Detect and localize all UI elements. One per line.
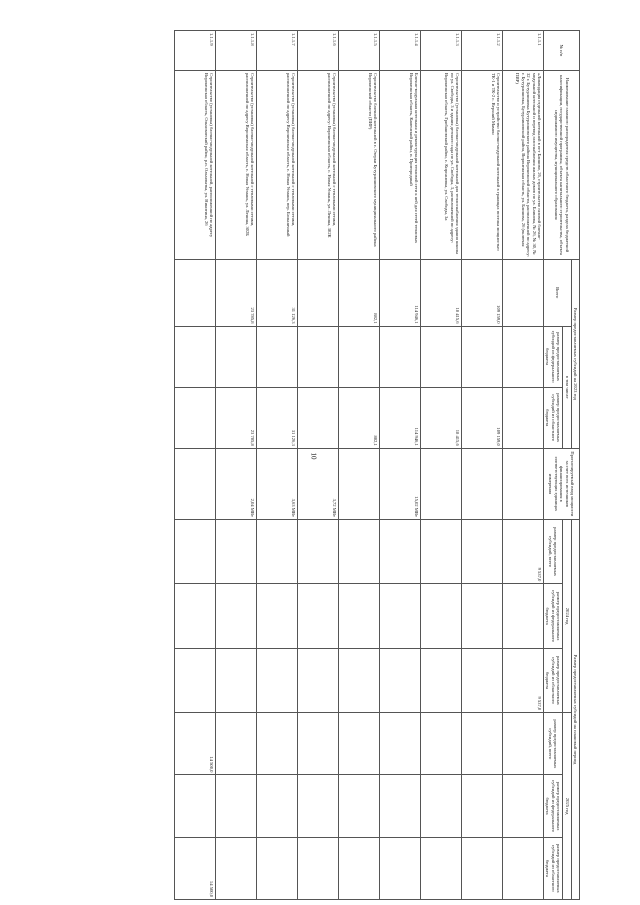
cell-num: 1.1.1.9 xyxy=(174,31,215,71)
cell-r24 xyxy=(461,648,502,712)
header-reg-2025: размер предоставляемых субсидий из областного бюджета xyxy=(543,837,562,899)
cell-total: 109 159,0 xyxy=(461,259,502,326)
header-reg-2024: размер предоставляемых субсидий из областного бюджета xyxy=(543,648,562,712)
cell-total: 882,1 xyxy=(338,259,379,326)
cell-r24 xyxy=(215,648,256,712)
cell-reg: 109 159,0 xyxy=(461,387,502,448)
header-year-2025: 2025 год xyxy=(563,713,571,900)
cell-r25 xyxy=(256,837,297,899)
cell-cap xyxy=(502,448,543,519)
header-reg-2023: размер предоставляемых субсидий из областного бюджета xyxy=(543,387,562,448)
cell-fed xyxy=(297,326,338,387)
cell-f25 xyxy=(379,775,420,837)
table-row xyxy=(297,31,338,900)
cell-name: Строительство (установка) блочно-модульной котельной для теплоснабжения здания школы по ул. Свободы, 3 и здания детского сада по ул. Свободы, 3, расположенной по адресу: Воронежская область, Грибановский район, с. Кирсановка, ул. Свободы, 3а xyxy=(420,71,461,260)
cell-num: 1.1.1.5 xyxy=(338,31,379,71)
cell-total: 114 946,1 xyxy=(379,259,420,326)
cell-r24 xyxy=(174,648,215,712)
cell-total xyxy=(502,259,543,326)
header-num: № п/п xyxy=(543,31,579,71)
cell-f24 xyxy=(338,584,379,648)
cell-f25 xyxy=(174,775,215,837)
cell-r24 xyxy=(338,648,379,712)
table-row xyxy=(379,31,420,900)
cell-r25 xyxy=(461,837,502,899)
cell-r24 xyxy=(420,648,461,712)
cell-num: 1.1.1.7 xyxy=(256,31,297,71)
cell-fed xyxy=(461,326,502,387)
cell-t24 xyxy=(379,519,420,583)
table-row xyxy=(256,31,297,900)
cell-name: Строительство и устройство блочно-модульной котельной в границах поселка мощностью ТК-1 и ТК-2 с. Верхний Мамон xyxy=(461,71,502,260)
cell-name: Строительство (установка) блочно-модульной котельной, расположенной по адресу Воронежская область, Ольховатский район, р.п. Ольховатка, ул. Никитина, 26 xyxy=(174,71,215,260)
cell-t24 xyxy=(256,519,297,583)
cell-total: 31 126,3 xyxy=(256,259,297,326)
header-fed-2023: размер предоставляемых субсидий из федерального бюджета xyxy=(543,326,562,387)
header-2023-group: Размер предоставляемых субсидий на 2023 год xyxy=(571,259,579,448)
table-body xyxy=(174,31,543,900)
cell-t25 xyxy=(297,713,338,775)
cell-f24 xyxy=(420,584,461,648)
cell-t25 xyxy=(338,713,379,775)
cell-reg: 114 946,1 xyxy=(379,387,420,448)
cell-num: 1.1.1.2 xyxy=(461,31,502,71)
cell-fed xyxy=(338,326,379,387)
cell-f24 xyxy=(174,584,215,648)
cell-r25 xyxy=(338,837,379,899)
cell-name: «Ликвидация отдельной котельной в пгт Блиново, 26, строительство газовой блочно-модульной котельной и перевод газоснабжения жилых домов по ул. Блинова, № 26, № 30, № 32 г. Бутурлиновка Бутурлиновского района Воронежской области, расположенной по адресу: г. Бутурлиновка, Бутурлиновский район, Воронежская область, ул. Блинова, 26 (включая ПИР) xyxy=(502,71,543,260)
cell-cap xyxy=(174,448,215,519)
cell-t24 xyxy=(338,519,379,583)
cell-f24 xyxy=(215,584,256,648)
cell-r25 xyxy=(379,837,420,899)
cell-f25 xyxy=(461,775,502,837)
cell-f24 xyxy=(502,584,543,648)
cell-reg: 31 126,3 xyxy=(256,387,297,448)
cell-t25 xyxy=(502,713,543,775)
header-plan-group: Размер предоставляемых субсидий на плановый период xyxy=(571,519,579,899)
cell-t25 xyxy=(256,713,297,775)
table-row xyxy=(215,31,256,900)
table-row xyxy=(461,31,502,900)
cell-fed xyxy=(502,326,543,387)
cell-fed xyxy=(174,326,215,387)
cell-t25 xyxy=(461,713,502,775)
cell-reg: 18 415,6 xyxy=(420,387,461,448)
header-name: Наименование главного распорядителя средств областного бюджета, раздела бюджетной классификации, государственной программы, объекта капитального строительства, объекта недвижимого имущества, муниципального образования xyxy=(543,71,579,260)
cell-r25 xyxy=(420,837,461,899)
cell-cap: 15,02 МВт xyxy=(379,448,420,519)
cell-t24 xyxy=(174,519,215,583)
cell-r25: 14 500,0 xyxy=(174,837,215,899)
cell-r24: 9 537,0 xyxy=(502,648,543,712)
header-fed-2025: размер предоставляемых субсидий из федерального бюджета xyxy=(543,775,562,837)
cell-reg xyxy=(297,387,338,448)
table-row xyxy=(502,31,543,900)
cell-f25 xyxy=(420,775,461,837)
cell-r25 xyxy=(502,837,543,899)
cell-r24 xyxy=(297,648,338,712)
cell-t24 xyxy=(215,519,256,583)
cell-cap: 2,04 МВт xyxy=(215,448,256,519)
cell-total xyxy=(174,259,215,326)
cell-reg xyxy=(502,387,543,448)
cell-cap xyxy=(420,448,461,519)
header-year-2024: 2024 год xyxy=(563,519,571,712)
cell-name: Строительство (установка) блочно-модульной котельной с тепловыми сетями, расположенной по адресу: Воронежская область, с. Новая Усмань, ул. Ленина, 302К xyxy=(297,71,338,260)
cell-t25 xyxy=(215,713,256,775)
cell-fed xyxy=(256,326,297,387)
cell-f24 xyxy=(297,584,338,648)
cell-name: Строительство (установка) блочно-модульной котельной с тепловыми сетями, расположенной по адресу Воронежская область, с. Новая Усмань, ул. Ленина, 302Б xyxy=(215,71,256,260)
cell-cap xyxy=(461,448,502,519)
cell-name: Строительство (установка) блочно-модульной котельной с тепловыми сетями, расположенной по адресу Воронежская область, с. Новая Усмань, пер. Больничный xyxy=(256,71,297,260)
cell-r25 xyxy=(215,837,256,899)
cell-name: Блочно-модульная котельная и реконструкция тепловой сети к ней для сетей тепловых Воронежская область, Каменский район, п. Пригородный xyxy=(379,71,420,260)
cell-fed xyxy=(215,326,256,387)
cell-r24 xyxy=(256,648,297,712)
cell-f25 xyxy=(502,775,543,837)
cell-f25 xyxy=(338,775,379,837)
cell-f24 xyxy=(379,584,420,648)
header-fed-2024: размер предоставляемых субсидий из федерального бюджета xyxy=(543,584,562,648)
header-in-that-number: в том числе xyxy=(563,326,571,448)
header-total-2025: размер предоставляемых субсидий, всего xyxy=(543,713,562,775)
cell-t24: 9 537,0 xyxy=(502,519,543,583)
cell-r24 xyxy=(379,648,420,712)
cell-fed xyxy=(420,326,461,387)
cell-f25 xyxy=(297,775,338,837)
cell-fed xyxy=(379,326,420,387)
table-row xyxy=(420,31,461,900)
cell-f25 xyxy=(215,775,256,837)
cell-name: Строительство блочной котельной в с. Озерки Бутурлиновского муниципального района Воронежской области (ПИР) xyxy=(338,71,379,260)
header-total: Всего xyxy=(543,259,571,326)
header-total-2024: размер предоставляемых субсидий, всего xyxy=(543,519,562,583)
cell-t25: 14 500,0 xyxy=(174,713,215,775)
cell-cap: 3,63 МВт xyxy=(256,448,297,519)
cell-total xyxy=(297,259,338,326)
cell-t24 xyxy=(297,519,338,583)
cell-f25 xyxy=(256,775,297,837)
cell-reg xyxy=(174,387,215,448)
cell-num: 1.1.1.3 xyxy=(420,31,461,71)
cell-t24 xyxy=(420,519,461,583)
rotated-table-page xyxy=(60,30,580,900)
header-capacity: Прогнозируемый ввод мощности за счет всех источников финансирования в соответствующих единицах измерения xyxy=(543,448,579,519)
cell-t25 xyxy=(420,713,461,775)
cell-num: 1.1.1.8 xyxy=(215,31,256,71)
table-row xyxy=(338,31,379,900)
cell-reg: 882,1 xyxy=(338,387,379,448)
cell-t24 xyxy=(461,519,502,583)
cell-num: 1.1.1.1 xyxy=(502,31,543,71)
cell-total: 23 785,8 xyxy=(215,259,256,326)
cell-f24 xyxy=(461,584,502,648)
cell-t25 xyxy=(379,713,420,775)
cell-r25 xyxy=(297,837,338,899)
cell-num: 1.1.1.6 xyxy=(297,31,338,71)
cell-reg: 23 785,8 xyxy=(215,387,256,448)
table-row xyxy=(174,31,215,900)
cell-num: 1.1.1.4 xyxy=(379,31,420,71)
page-number: 10 xyxy=(309,452,318,460)
cell-cap: 3,72 МВт xyxy=(297,448,338,519)
cell-total: 18 415,6 xyxy=(420,259,461,326)
subsidy-table xyxy=(174,30,580,900)
cell-f24 xyxy=(256,584,297,648)
cell-cap xyxy=(338,448,379,519)
